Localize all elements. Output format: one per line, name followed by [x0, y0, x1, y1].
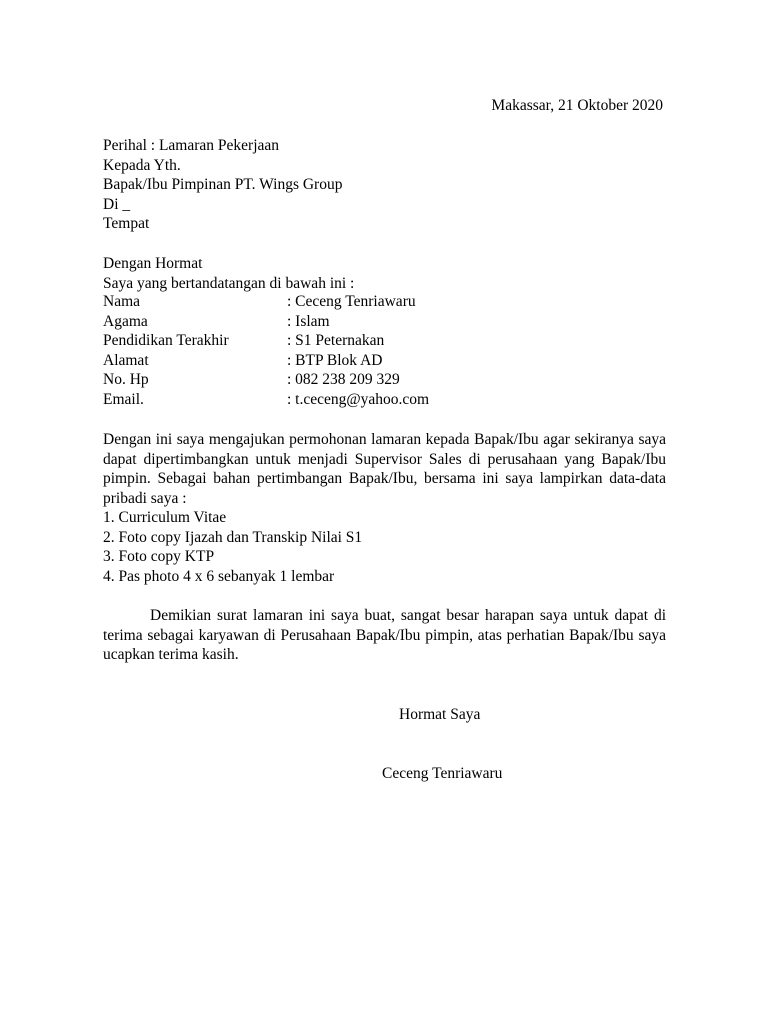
identity-value: : S1 Peternakan — [287, 332, 385, 350]
identity-value: : t.ceceng@yahoo.com — [287, 390, 430, 408]
identity-label: Agama — [103, 312, 148, 330]
application-paragraph: Dengan ini saya mengajukan permohonan lamaran kepada Bapak/Ibu agar sekiranya saya dapat dipertimbangkan untuk menjadi Supervisor Sales di perusahaan yang Bapak/Ibu pimpin. Sebagai bahan pertimbangan Bapak/Ibu, bersama ini saya lampirkan data-data pribadi saya : — [103, 431, 666, 507]
identity-label: Alamat — [103, 351, 149, 369]
identity-label: Nama — [103, 293, 141, 310]
attachment-item: 3. Foto copy KTP — [103, 548, 215, 566]
identity-row — [103, 331, 429, 351]
attachment-item: 2. Foto copy Ijazah dan Transkip Nilai S1 — [103, 528, 363, 546]
recipient-name: Bapak/Ibu Pimpinan PT. Wings Group — [103, 176, 343, 194]
identity-value: : Islam — [287, 312, 330, 330]
attachment-list — [103, 508, 362, 586]
identity-label: No. Hp — [103, 371, 149, 389]
identity-table — [103, 292, 429, 410]
closing-paragraph: Demikian surat lamaran ini saya buat, sangat besar harapan saya untuk dapat di terima sebagai karyawan di Perusahaan Bapak/Ibu pimpin, atas perhatian Bapak/Ibu saya ucapkan terima kasih. — [103, 607, 666, 664]
closing-salutation: Hormat Saya — [399, 706, 481, 723]
signer-name: Ceceng Tenriawaru — [382, 765, 503, 782]
identity-row — [103, 292, 429, 312]
greeting: Dengan Hormat — [103, 255, 203, 272]
letter-date: Makassar, 21 Oktober 2020 — [491, 97, 663, 114]
identity-row — [103, 370, 429, 390]
recipient-location: Di _ — [103, 195, 131, 213]
identity-label: Email. — [103, 390, 144, 408]
identity-row — [103, 312, 429, 332]
identity-row — [103, 390, 429, 410]
identity-row — [103, 351, 429, 371]
identity-value: : 082 238 209 329 — [287, 371, 400, 389]
identity-value: : Ceceng Tenriawaru — [287, 293, 416, 310]
intro-text: Saya yang bertandatangan di bawah ini : — [103, 274, 355, 292]
greeting-block — [103, 254, 354, 293]
identity-value: : BTP Blok AD — [287, 351, 383, 369]
letter-header — [103, 136, 342, 234]
recipient-salutation: Kepada Yth. — [103, 156, 181, 174]
recipient-place: Tempat — [103, 215, 150, 233]
attachment-item: 1. Curriculum Vitae — [103, 509, 227, 526]
identity-label: Pendidikan Terakhir — [103, 332, 229, 350]
subject-line: Perihal : Lamaran Pekerjaan — [103, 137, 280, 154]
attachment-item: 4. Pas photo 4 x 6 sebanyak 1 lembar — [103, 567, 335, 585]
